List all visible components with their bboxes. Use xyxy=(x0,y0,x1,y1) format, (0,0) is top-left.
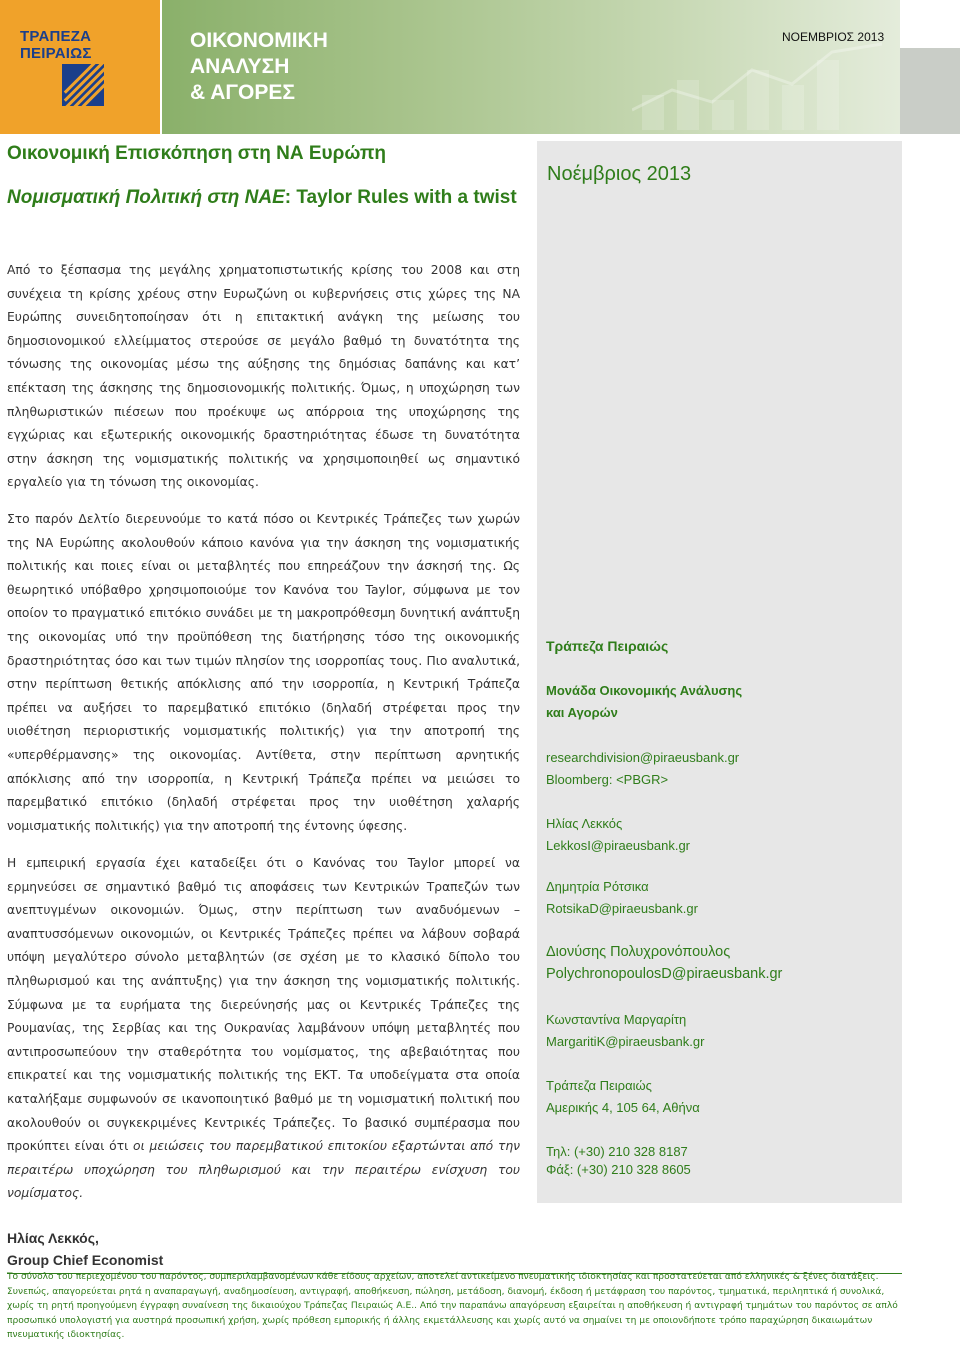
bank-logo-icon xyxy=(62,64,104,106)
contact-name: Διονύσης Πολυχρονόπουλος xyxy=(546,944,731,960)
contact-name: Κωνσταντίνα Μαργαρίτη xyxy=(546,1012,687,1027)
header-banner xyxy=(0,0,960,138)
decorative-chart-graphic xyxy=(632,40,892,130)
sidebar-date: Νοέμβριος 2013 xyxy=(547,163,692,185)
body-paragraph-2: Στο παρόν Δελτίο διερευνούμε το κατά πόσο οι Κεντρικές Τράπεζες των χωρών της ΝΑ Ευρώπης ακολουθούν κάποιο κανόνα για την άσκηση της νομισματικής πολιτικής και ποιες είναι οι μεταβλητές που επηρεάζουν την άσκησή της. Ως θεωρητικό υπόβαθρο χρησιμοποιούμε τον Κανόνα του Taylor, σύμφωνα με τον οποίον το πραγματικό επιτόκιο συνάδει με τη μακροπρόθεσμη δυνητική ανάπτυξη της οικονομίας υπό την προϋπόθεση της διατήρησης τόσο της οικονομικής δραστηριότητας όσο και των τιμών πλησίον της ισορροπίας τους. Πιο αναλυτικά, στην περίπτωση θετικής απόκλισης από την ισορροπία, η Κεντρική Τράπεζα πρέπει να αυξήσει το παρεμβατικό επιτόκιο (δηλαδή στρέφεται προς την υιοθέτηση περιοριστικής νομισματικής πολιτικής) για την αποτροπή της «υπερθέρμανσης» της οικονομίας. Αντίθετα, στην περίπτωση αρνητικής απόκλισης από την ισορροπία, η Κεντρική Τράπεζα πρέπει να μειώσει το παρεμβατικό επιτόκιο (δηλαδή στρέφεται προς την υιοθέτηση χαλαρής νομισματικής πολιτικής) για την αποτροπή της έντονης ύφεσης. xyxy=(7,512,520,833)
body-paragraph-1: Από το ξέσπασμα της μεγάλης χρηματοπιστωτικής κρίσης του 2008 και στη συνέχεια τη κρίσης χρέους στην Ευρωζώνη οι κυβερνήσεις στις χώρες της ΝΑ Ευρώπης συνειδητοποίησαν ότι η επιτακτική ανάγκη της μείωσης του δημοσιονομικού ελλείμματος στερούσε σε μεγάλο βαθμό τη δυνατότητα της τόνωσης της οικονομίας μέσω της αύξησης της δημόσιας δαπάνης και κατ’ επέκταση της άσκησης της δημοσιονομικής πολιτικής. Όμως, η υποχώρηση των πληθωριστικών πιέσεων που προέκυψε ως απόρροια της υποχώρησης της εγχώριας και εξωτερικής οικονομικής δραστηριότητας έδωσε τη δυνατότητα στην άσκηση της νομισματικής πολιτικής να χρησιμοποιηθεί ως σημαντικό εργαλείο για τη τόνωση της οικονομίας. xyxy=(7,263,520,490)
phone: Τηλ: (+30) 210 328 8187 xyxy=(546,1144,688,1159)
contact-email[interactable]: RotsikaD@piraeusbank.gr xyxy=(546,901,698,916)
body-paragraph-3-main: Η εμπειρική εργασία έχει καταδείξει ότι ο Κανόνας του Taylor μπορεί να ερμηνεύσει σε σημαντικό βαθμό τις αποφάσεις των Κεντρικών Τραπεζών των ανεπτυγμένων οικονομιών. Όμως, στην περίπτωση των αναδυόμενων – αναπτυσσόμενων οικονομιών, οι Κεντρικές Τράπεζες πρέπει να λάβουν σοβαρά υπόψη μεγαλύτερο σύνολο μεταβλητών (σε σχέση με το κλασικό δίπολο του πληθωρισμού και της ανάπτυξης) για την άσκηση της νομισματικής πολιτικής. Σύμφωνα με τα ευρήματα της διερεύνησής μας οι Κεντρικές Τράπεζες της Ρουμανίας, της Σερβίας και της Ουκρανίας λαμβάνουν υπόψη μεταβλητές που αντιπροσωπεύουν την σταθερότητα του νομίσματος, της αβεβαιότητας που επικρατεί και της νομισματικής πολιτικής της ΕΚΤ. Τα υποδείγματα στα οποία καταλήξαμε συμφωνούν σε ικανοποιητικό βαθμό με τη νομισματική πολιτική που ακολουθούν οι συγκεκριμένες Κεντρικές Τράπεζες. Το βασικό συμπέρασμα που προκύπτει είναι ότι xyxy=(7,856,520,1154)
author-name: Ηλίας Λεκκός, xyxy=(7,1230,99,1246)
contact-name: Ηλίας Λεκκός xyxy=(546,816,623,831)
body-paragraph-3 xyxy=(7,852,520,1206)
page-title: Οικονομική Επισκόπηση στη ΝΑ Ευρώπη xyxy=(7,143,386,164)
bank-logo-panel xyxy=(0,0,160,134)
address-bank-name: Τράπεζα Πειραιώς xyxy=(546,1078,652,1093)
fax: Φάξ: (+30) 210 328 8605 xyxy=(546,1162,691,1177)
body-paragraph-3-italic: οι μειώσεις του παρεμβατικού επιτοκίου εξαρτώνται από την περαιτέρω υποχώρηση του πληθωρισμού και την περαιτέρω ενίσχυση του νομίσματος. xyxy=(7,1139,521,1201)
sidebar-bank-name: Τράπεζα Πειραιώς xyxy=(546,638,669,654)
subtitle-italic: Νομισματική Πολιτική στη ΝΑΕ xyxy=(7,187,285,208)
bank-logo-text: ΤΡΑΠΕΖΑ ΠΕΙΡΑΙΩΣ xyxy=(20,28,92,62)
page-subtitle xyxy=(7,183,527,212)
header-right-strip xyxy=(900,48,960,134)
sidebar-bloomberg: Bloomberg: <PBGR> xyxy=(546,772,669,787)
copyright-disclaimer: Το σύνολο του περιεχομένου του παρόντος, συμπεριλαμβανομένων κάθε είδους αρχείων, αποτελεί αντικείμενο πνευματικής ιδιοκτησίας και προστατεύεται από ελληνικές & ξένες διατάξεις. Συνεπώς, απαγορεύεται ρητά η αναπαραγωγή, αναδημοσίευση, αντιγραφή, αποθήκευση, πώληση, μετάδοση, διανομή, έκδοση ή μετάφραση του παρόντος, τμηματικά, περιληπτικά ή συνολικά, χωρίς τη ρητή προηγούμενη έγγραφη συναίνεση της δικαιούχου Τράπεζας Πειραιώς Α.Ε.. Από την παραπάνω απαγόρευση εξαιρείται η αποθήκευση ή αντιγραφή τμημάτων του παρόντος σε απλό προσωπικό υπολογιστή για αυστηρά προσωπική χρήση, χωρίς πρόθεση εμπορικής ή άλλης εκμετάλλευσης και χωρίς αυτό να σημαίνει τη με οποιονδήποτε τρόπο παραχώρηση δικαιωμάτων πνευματικής ιδιοκτησίας. xyxy=(7,1272,898,1341)
series-title xyxy=(190,28,328,106)
sidebar-unit-line2: και Αγορών xyxy=(546,705,618,720)
series-banner xyxy=(162,0,900,134)
sidebar-research-email[interactable]: researchdivision@piraeusbank.gr xyxy=(546,750,740,765)
series-title-line: ΑΝΑΛΥΣΗ xyxy=(190,55,290,78)
subtitle-rest: : Taylor Rules with a twist xyxy=(284,187,517,208)
sidebar-unit-line1: Μονάδα Οικονομικής Ανάλυσης xyxy=(546,683,743,698)
contact-email[interactable]: MargaritiK@piraeusbank.gr xyxy=(546,1034,705,1049)
contact-email[interactable]: LekkosI@piraeusbank.gr xyxy=(546,838,690,853)
series-title-line: & ΑΓΟΡΕΣ xyxy=(190,81,295,104)
address: Αμερικής 4, 105 64, Αθήνα xyxy=(546,1100,700,1115)
series-title-line: ΟΙΚΟΝΟΜΙΚΗ xyxy=(190,29,328,52)
contact-name: Δημητρία Ρότσικα xyxy=(546,879,649,894)
contact-email[interactable]: PolychronopoulosD@piraeusbank.gr xyxy=(546,966,783,982)
contact-sidebar xyxy=(537,141,902,1203)
author-title: Group Chief Economist xyxy=(7,1252,164,1268)
header-date: ΝΟΕΜΒΡΙΟΣ 2013 xyxy=(782,30,885,44)
